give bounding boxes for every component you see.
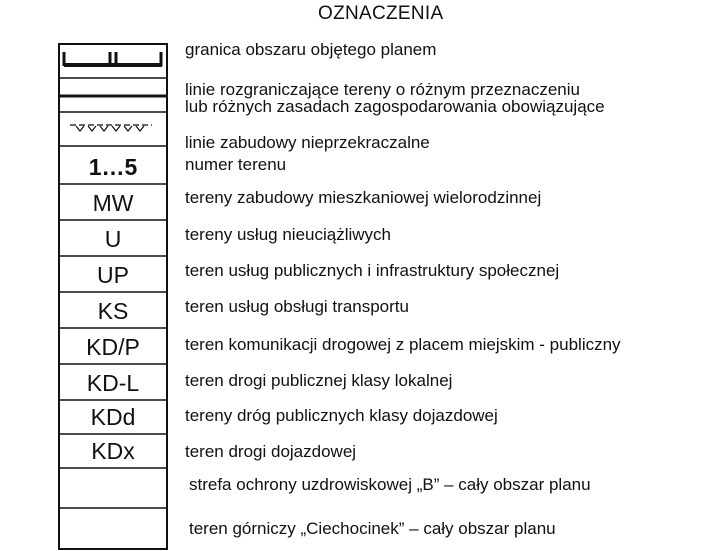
legend-desc-u: tereny usług nieuciążliwych bbox=[185, 225, 391, 244]
legend-desc-mw: tereny zabudowy mieszkaniowej wielorodzinnej bbox=[185, 188, 542, 207]
legend-desc-kd-p: teren komunikacji drogowej z placem miejskim - publiczny bbox=[185, 335, 621, 354]
legend-desc-demarcation-line2: lub różnych zasadach zagospodarowania obowiązujące bbox=[185, 97, 605, 116]
legend-desc-ks: teren usług obsługi transportu bbox=[185, 297, 409, 316]
legend-desc-building-line: linie zabudowy nieprzekraczalne bbox=[185, 133, 430, 152]
legend-desc-terrain-number: numer terenu bbox=[185, 155, 287, 174]
legend-symbol-kdx: KDx bbox=[91, 438, 135, 464]
legend-symbol-ks: KS bbox=[97, 298, 129, 324]
legend-desc-plan-boundary: granica obszaru objętego planem bbox=[185, 40, 437, 59]
legend-desc-up: teren usług publicznych i infrastruktury społecznej bbox=[185, 261, 560, 280]
legend-desc-spa-zone: strefa ochrony uzdrowiskowej „B” – cały obszar planu bbox=[189, 475, 591, 494]
legend-symbol-kd-l: KD-L bbox=[86, 370, 140, 396]
legend-desc-demarcation-line1: linie rozgraniczające tereny o różnym przeznaczeniu bbox=[185, 80, 580, 99]
legend-symbol-terrain-number: 1…5 bbox=[88, 154, 138, 180]
legend-desc-kd-l: teren drogi publicznej klasy lokalnej bbox=[185, 371, 453, 390]
legend-desc-kdx: teren drogi dojazdowej bbox=[185, 442, 357, 461]
plan-boundary-line-symbol bbox=[64, 52, 162, 66]
legend-desc-mining-area: teren górniczy „Ciechocinek” – cały obszar planu bbox=[189, 519, 556, 538]
legend-symbol-up: UP bbox=[97, 262, 129, 288]
legend-symbol-u: U bbox=[104, 226, 122, 252]
legend-symbol-mw: MW bbox=[92, 190, 134, 216]
building-line-symbol bbox=[70, 125, 152, 131]
legend-title-text: OZNACZENIA bbox=[318, 3, 444, 24]
legend-desc-kdd: tereny dróg publicznych klasy dojazdowej bbox=[185, 406, 498, 425]
legend-symbol-kdd: KDd bbox=[90, 404, 136, 430]
legend-symbol-kd-p: KD/P bbox=[86, 334, 140, 360]
